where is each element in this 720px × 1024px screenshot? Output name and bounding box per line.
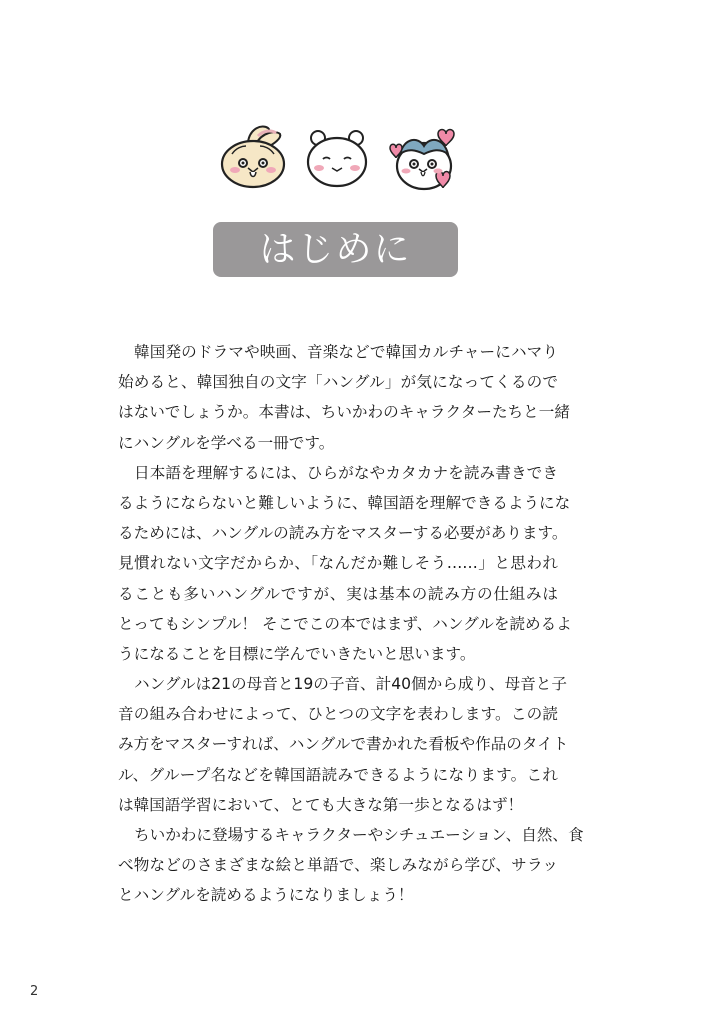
cat-with-hearts-character-icon — [388, 124, 464, 198]
text-line: とってもシンプル！ そこでこの本ではまず、ハングルを読めるよ — [118, 614, 572, 633]
white-bear-character-icon — [304, 124, 370, 194]
text-line: ちいかわに登場するキャラクターやシチュエーション、自然、食 — [134, 826, 584, 844]
text-line: 日本語を理解するには、ひらがなやカタカナを読み書きでき — [134, 463, 558, 482]
text-line: ることも多いハングルですが、実は基本の読み方の仕組みは — [118, 584, 558, 603]
text-line: るためには、ハングルの読み方をマスターする必要があります。 — [118, 524, 568, 543]
paragraph-1 — [118, 337, 570, 458]
character-illustrations — [218, 124, 468, 194]
page-title-banner — [213, 222, 458, 277]
text-line: み方をマスターすれば、ハングルで書かれた看板や作品のタイト — [118, 735, 569, 754]
text-line: とハングルを読めるようになりましょう！ — [118, 886, 414, 905]
text-line: 始めると、韓国独自の文字「ハングル」が気になってくるので — [118, 373, 558, 392]
text-line: 音の組み合わせによって、ひとつの文字を表わします。この読 — [118, 705, 558, 724]
text-line: べ物などのさまざまな絵と単語で、楽しみながら学び、サラッ — [118, 856, 558, 875]
text-line: はないでしょうか。本書は、ちいかわのキャラクターたちと一緒 — [118, 403, 570, 422]
text-line: にハングルを学べる一冊です。 — [118, 433, 335, 452]
text-line: ハングルは21の母音と19の子音、計40個から成り、母音と子 — [134, 675, 567, 694]
text-line: 見慣れない文字だからか、「なんだか難しそう……」と思われ — [118, 554, 558, 573]
text-line: るようにならないと難しいように、韓国語を理解できるようにな — [118, 493, 571, 512]
text-line: は韓国語学習において、とても大きな第一歩となるはず！ — [118, 795, 524, 814]
page-number: 2 — [30, 984, 39, 999]
page-title: はじめに — [259, 228, 412, 270]
rabbit-character-icon — [218, 124, 288, 194]
text-line: ル、グループ名などを韓国語読みできるようになります。これ — [118, 765, 558, 784]
paragraph-3 — [118, 669, 569, 820]
paragraph-4 — [118, 820, 584, 911]
introduction-body — [118, 337, 584, 911]
paragraph-2 — [118, 458, 572, 669]
text-line: 韓国発のドラマや映画、音楽などで韓国カルチャーにハマり — [134, 343, 558, 361]
text-line: うになることを目標に学んでいきたいと思います。 — [118, 644, 476, 663]
